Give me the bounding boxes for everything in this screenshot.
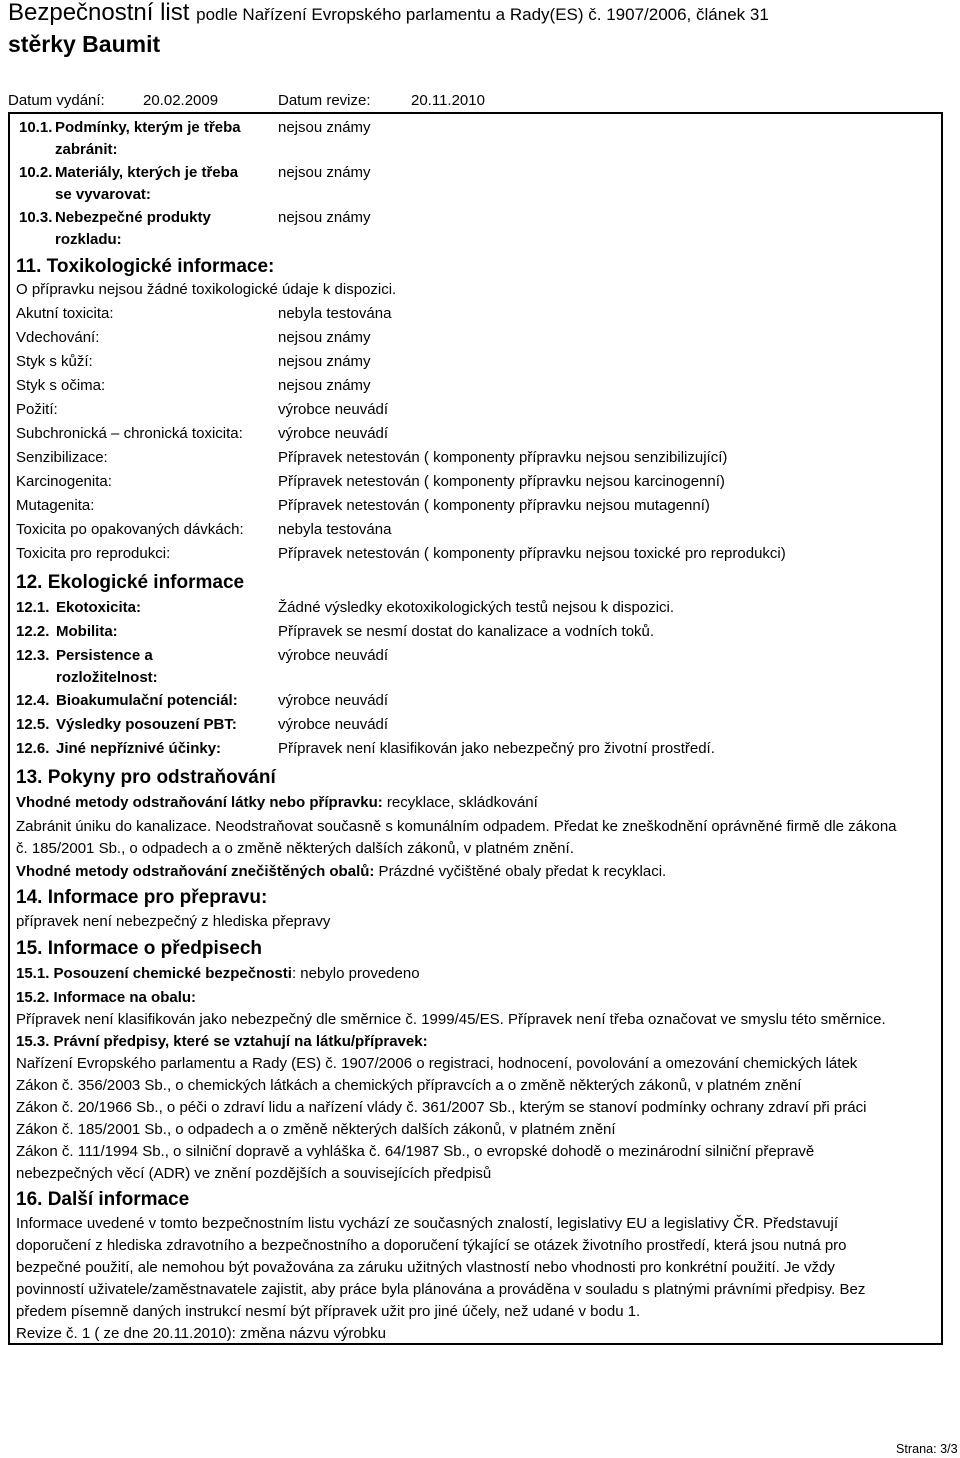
s11-intro: O přípravku nejsou žádné toxikologické údaje k dispozici. [16, 281, 397, 298]
s13-line1-bold: Vhodné metody odstraňování látky nebo přípravku: [16, 794, 383, 811]
s12-3-number: 12.3. [16, 647, 50, 664]
s15-1-line [16, 965, 420, 983]
s12-3-value: výrobce neuvádí [278, 647, 389, 664]
s13-line3: č. 185/2001 Sb., o odpadech a o změně některých dalších zákonů, v platném znění. [16, 840, 574, 857]
s15-legislation-line: Zákon č. 20/1966 Sb., o péči o zdraví lidu a nařízení vlády č. 361/2007 Sb., kterým se stanoví podmínky ochrany zdraví při práci [16, 1099, 867, 1116]
document-title [8, 0, 769, 30]
s15-2-heading: 15.2. Informace na obalu: [16, 989, 197, 1006]
s15-2-text: Přípravek není klasifikován jako nebezpečný dle směrnice č. 1999/45/ES. Přípravek není třeba označovat ve smyslu této směrnice. [16, 1011, 886, 1028]
s12-5-number: 12.5. [16, 716, 50, 733]
tox-label: Subchronická – chronická toxicita: [16, 425, 243, 442]
s16-line: bezpečné použití, ale nemohou být považována za záruku užitných vlastností nebo vhodnosti pro konkrétní použití. Je vždy [16, 1259, 835, 1276]
tox-value: nejsou známy [278, 377, 371, 394]
s10-3-number: 10.3. [19, 209, 53, 226]
s12-6-number: 12.6. [16, 740, 50, 757]
s13-line4 [16, 863, 666, 881]
s15-legislation-line: Nařízení Evropského parlamentu a Rady (ES) č. 1907/2006 o registraci, hodnocení, povolování a omezování chemických látek [16, 1055, 858, 1072]
s16-revision-line: Revize č. 1 ( ze dne 20.11.2010): změna názvu výrobku [16, 1325, 386, 1342]
s10-1-value: nejsou známy [278, 119, 371, 136]
section-16-heading: 16. Další informace [16, 1189, 190, 1210]
tox-label: Karcinogenita: [16, 473, 112, 490]
s12-3-label-line1: Persistence a [56, 647, 153, 664]
tox-label: Mutagenita: [16, 497, 95, 514]
s10-2-label-line2: se vyvarovat: [55, 186, 151, 203]
s10-1-label-line1: Podmínky, kterým je třeba [55, 119, 241, 136]
s10-2-label-line1: Materiály, kterých je třeba [55, 164, 239, 181]
tox-value: nejsou známy [278, 329, 371, 346]
s15-legislation-line: Zákon č. 111/1994 Sb., o silniční dopravě a vyhláška č. 64/1987 Sb., o evropské dohodě o mezinárodní silniční přepravě [16, 1143, 815, 1160]
s16-line: předem písemně daných instrukcí nesmí být přípravek užit pro jiné účely, než udané v bodu 1. [16, 1303, 641, 1320]
tox-value: Přípravek netestován ( komponenty přípravku nejsou karcinogenní) [278, 473, 725, 490]
s12-6-label: Jiné nepříznivé účinky: [56, 740, 222, 757]
s15-3-heading: 15.3. Právní předpisy, které se vztahují na látku/přípravek: [16, 1033, 428, 1050]
section-12-heading: 12. Ekologické informace [16, 572, 245, 593]
s13-line1-text: recyklace, skládkování [382, 794, 538, 811]
content-frame [8, 112, 943, 1345]
tox-label: Akutní toxicita: [16, 305, 114, 322]
tox-value: výrobce neuvádí [278, 401, 389, 418]
section-13-heading: 13. Pokyny pro odstraňování [16, 767, 276, 788]
revision-date-label: Datum revize: [278, 92, 371, 109]
issue-date-label: Datum vydání: [8, 92, 105, 109]
s10-2-number: 10.2. [19, 164, 53, 181]
issue-date: 20.02.2009 [143, 92, 219, 109]
section-15-heading: 15. Informace o předpisech [16, 938, 263, 959]
s13-line1 [16, 794, 538, 812]
s15-1-bold: 15.1. Posouzení chemické bezpečnosti [16, 965, 292, 982]
tox-value: Přípravek netestován ( komponenty přípravku nejsou toxické pro reprodukci) [278, 545, 786, 562]
s12-1-value: Žádné výsledky ekotoxikologických testů nejsou k dispozici. [278, 599, 675, 616]
s14-text: přípravek není nebezpečný z hlediska přepravy [16, 913, 331, 930]
document-title-text: Bezpečnostní list [8, 0, 190, 26]
s12-2-number: 12.2. [16, 623, 50, 640]
s10-2-value: nejsou známy [278, 164, 371, 181]
s13-line2: Zabránit úniku do kanalizace. Neodstraňovat současně s komunálním odpadem. Předat ke zneškodnění oprávněné firmě dle zákona [16, 818, 897, 835]
tox-value: Přípravek netestován ( komponenty přípravku nejsou mutagenní) [278, 497, 710, 514]
s12-1-number: 12.1. [16, 599, 50, 616]
s12-2-value: Přípravek se nesmí dostat do kanalizace a vodních toků. [278, 623, 655, 640]
tox-value: výrobce neuvádí [278, 425, 389, 442]
tox-label: Toxicita po opakovaných dávkách: [16, 521, 244, 538]
s13-line4-bold: Vhodné metody odstraňování znečištěných obalů: [16, 863, 375, 880]
regulation-reference: podle Nařízení Evropského parlamentu a Rady(ES) č. 1907/2006, článek 31 [196, 5, 769, 24]
page-number: Strana: 3/3 [896, 1441, 959, 1456]
s15-legislation-line: Zákon č. 185/2001 Sb., o odpadech a o změně některých dalších zákonů, v platném znění [16, 1121, 616, 1138]
s12-1-label: Ekotoxicita: [56, 599, 142, 616]
s13-line4-text: Prázdné vyčištěné obaly předat k recyklaci. [374, 863, 667, 880]
section-14-heading: 14. Informace pro přepravu: [16, 887, 268, 908]
s12-5-value: výrobce neuvádí [278, 716, 389, 733]
s10-3-value: nejsou známy [278, 209, 371, 226]
tox-value: nebyla testována [278, 305, 392, 322]
s12-4-value: výrobce neuvádí [278, 692, 389, 709]
s12-4-number: 12.4. [16, 692, 50, 709]
s10-3-label-line1: Nebezpečné produkty [55, 209, 211, 226]
s12-4-label: Bioakumulační potenciál: [56, 692, 238, 709]
s10-3-label-line2: rozkladu: [55, 231, 122, 248]
s16-line: Informace uvedené v tomto bezpečnostním listu vychází ze současných znalostí, legislativy EU a legislativy ČR. Představují [16, 1215, 839, 1232]
tox-label: Vdechování: [16, 329, 100, 346]
s12-6-value: Přípravek není klasifikován jako nebezpečný pro životní prostředí. [278, 740, 715, 757]
s15-1-text: : nebylo provedeno [291, 965, 420, 982]
s16-line: doporučení z hlediska zdravotního a bezpečnostního a doporučení týkající se otázek životního prostředí, která jsou nutná pro [16, 1237, 847, 1254]
revision-date: 20.11.2010 [411, 92, 485, 109]
s12-3-label-line2: rozložitelnost: [56, 669, 158, 686]
tox-value: Přípravek netestován ( komponenty přípravku nejsou senzibilizující) [278, 449, 728, 466]
tox-value: nebyla testována [278, 521, 392, 538]
tox-label: Toxicita pro reprodukci: [16, 545, 171, 562]
s10-1-label-line2: zabránit: [55, 141, 118, 158]
s12-2-label: Mobilita: [56, 623, 118, 640]
tox-label: Styk s očima: [16, 377, 106, 394]
product-name: stěrky Baumit [8, 31, 161, 57]
s15-legislation-line: Zákon č. 356/2003 Sb., o chemických látkách a chemických přípravcích a o změně některých zákonů, v platném znění [16, 1077, 802, 1094]
tox-label: Senzibilizace: [16, 449, 108, 466]
s12-5-label: Výsledky posouzení PBT: [56, 716, 237, 733]
s15-legislation-line: nebezpečných věcí (ADR) ve znění pozdějších a souvisejících předpisů [16, 1165, 492, 1182]
s16-line: povinností uživatele/zaměstnavatele zajistit, aby práce byla plánována a prováděna v souladu s platnými právními předpisy. Bez [16, 1281, 866, 1298]
tox-value: nejsou známy [278, 353, 371, 370]
s10-1-number: 10.1. [19, 119, 53, 136]
tox-label: Styk s kůží: [16, 353, 93, 370]
section-11-heading: 11. Toxikologické informace: [16, 256, 275, 277]
tox-label: Požití: [16, 401, 58, 418]
